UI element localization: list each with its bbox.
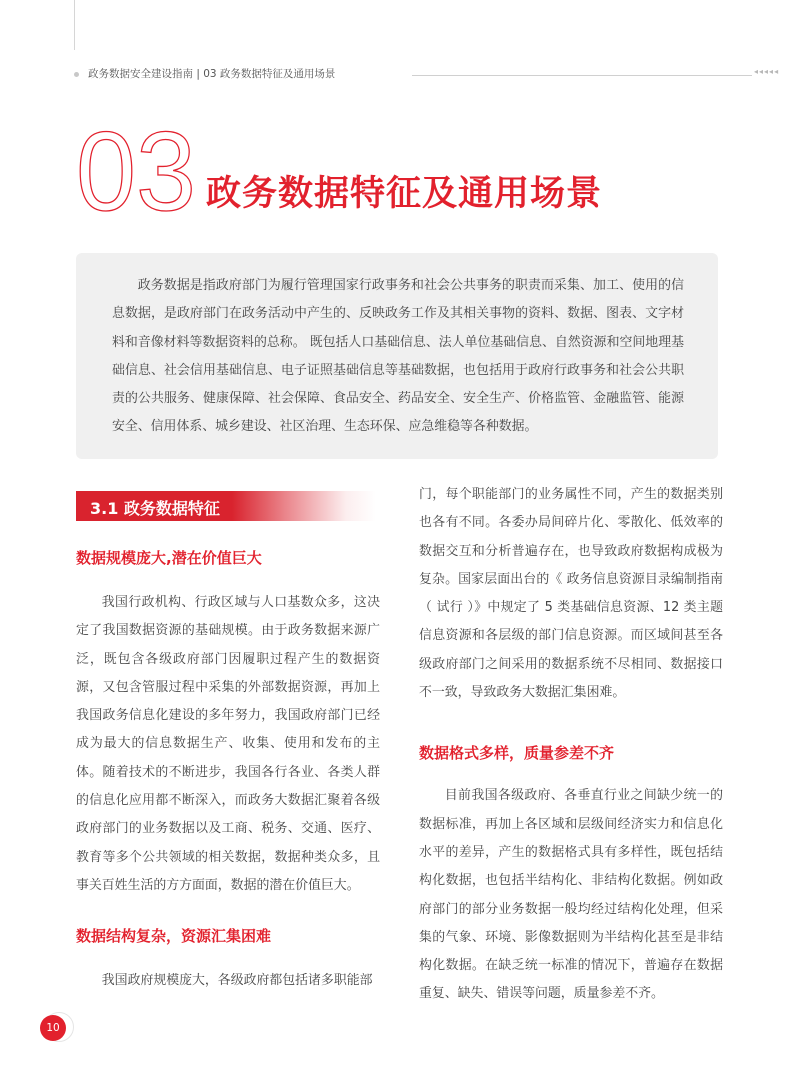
paragraph-structure-start: 我国政府规模庞大，各级政府都包括诸多职能部 — [101, 973, 373, 989]
right-column — [419, 481, 723, 1009]
left-column — [76, 546, 380, 996]
subheading-format: 数据格式多样，质量参差不齐 — [419, 744, 615, 763]
top-vertical-line — [74, 0, 75, 50]
paragraph-format: 目前我国各级政府、各垂直行业之间缺少统一的数据标准，再加上各区域和层级间经济实力和信息化水平的差异，产生的数据格式具有多样性，既包括结构化数据，也包括半结构化、非结构化数据。例如政府部门的部分业务数据一般均经过结构化处理，但采集的气象、环境、影像数据则为半结构化甚至是非结构化数据。在缺乏统一标准的情况下，普遍存在数据重复、缺失、错误等问题，质量参差不齐。 — [419, 788, 723, 1002]
running-header-title: 政务数据安全建设指南 | 03 政务数据特征及通用场景 — [88, 68, 336, 80]
subheading-structure: 数据结构复杂，资源汇集困难 — [76, 927, 272, 946]
header-rule — [412, 75, 752, 76]
intro-paragraph: 政务数据是指政府部门为履行管理国家行政事务和社会公共事务的职责而采集、加工、使用的信息数据，是政府部门在政务活动中产生的、反映政务工作及其相关事物的资料、数据、图表、文字材料和音像材料等数据资料的总称。 既包括人口基础信息、法人单位基础信息、自然资源和空间地理基础信息、社会信用基础信息、电子证照基础信息等基础数据，也包括用于政府行政事务和社会公共职责的公共服务、健康保障、社会保障、食品安全、药品安全、安全生产、价格监管、金融监管、能源安全、信用体系、城乡建设、社区治理、生态环保、应急维稳等各种数据。 — [112, 278, 684, 435]
running-header — [74, 64, 780, 88]
header-dot-icon — [74, 72, 79, 77]
chapter-number — [76, 120, 200, 220]
section-heading-bar — [76, 491, 376, 521]
header-arrows-icon: ◂◂◂◂◂ — [754, 67, 780, 76]
section-heading: 3.1 政务数据特征 — [90, 499, 220, 518]
paragraph-structure-continued: 门，每个职能部门的业务属性不同，产生的数据类别也各有不同。各委办局间碎片化、零散化、低效率的数据交互和分析普遍存在，也导致政府数据构成极为复杂。国家层面出台的《 政务信息资源目录编制指南（ 试行 ）》中规定了 5 类基础信息资源、12 类主题信息资源和各层级的部门信息资源。而区域间甚至各级政府部门之间采用的数据系统不尽相同、数据接口不一致，导致政务大数据汇集困难。 — [419, 487, 723, 701]
intro-box — [76, 253, 718, 459]
paragraph-scale: 我国行政机构、行政区域与人口基数众多，这决定了我国数据资源的基础规模。由于政务数据来源广泛，既包含各级政府部门因履职过程产生的数据资源，又包含管服过程中采集的外部数据资源，再加上我国政务信息化建设的多年努力，我国政府部门已经成为最大的信息数据生产、收集、使用和发布的主体。随着技术的不断进步，我国各行各业、各类人群的信息化应用都不断深入，而政务大数据汇聚着各级政府部门的业务数据以及工商、税务、交通、医疗、教育等多个公共领域的相关数据，数据种类众多，且事关百姓生活的方方面面，数据的潜在价值巨大。 — [76, 595, 380, 893]
chapter-number-text: 03 — [76, 120, 196, 220]
page-number: 10 — [40, 1015, 66, 1041]
chapter-title: 政务数据特征及通用场景 — [206, 174, 603, 214]
subheading-scale: 数据规模庞大,潜在价值巨大 — [76, 549, 262, 567]
